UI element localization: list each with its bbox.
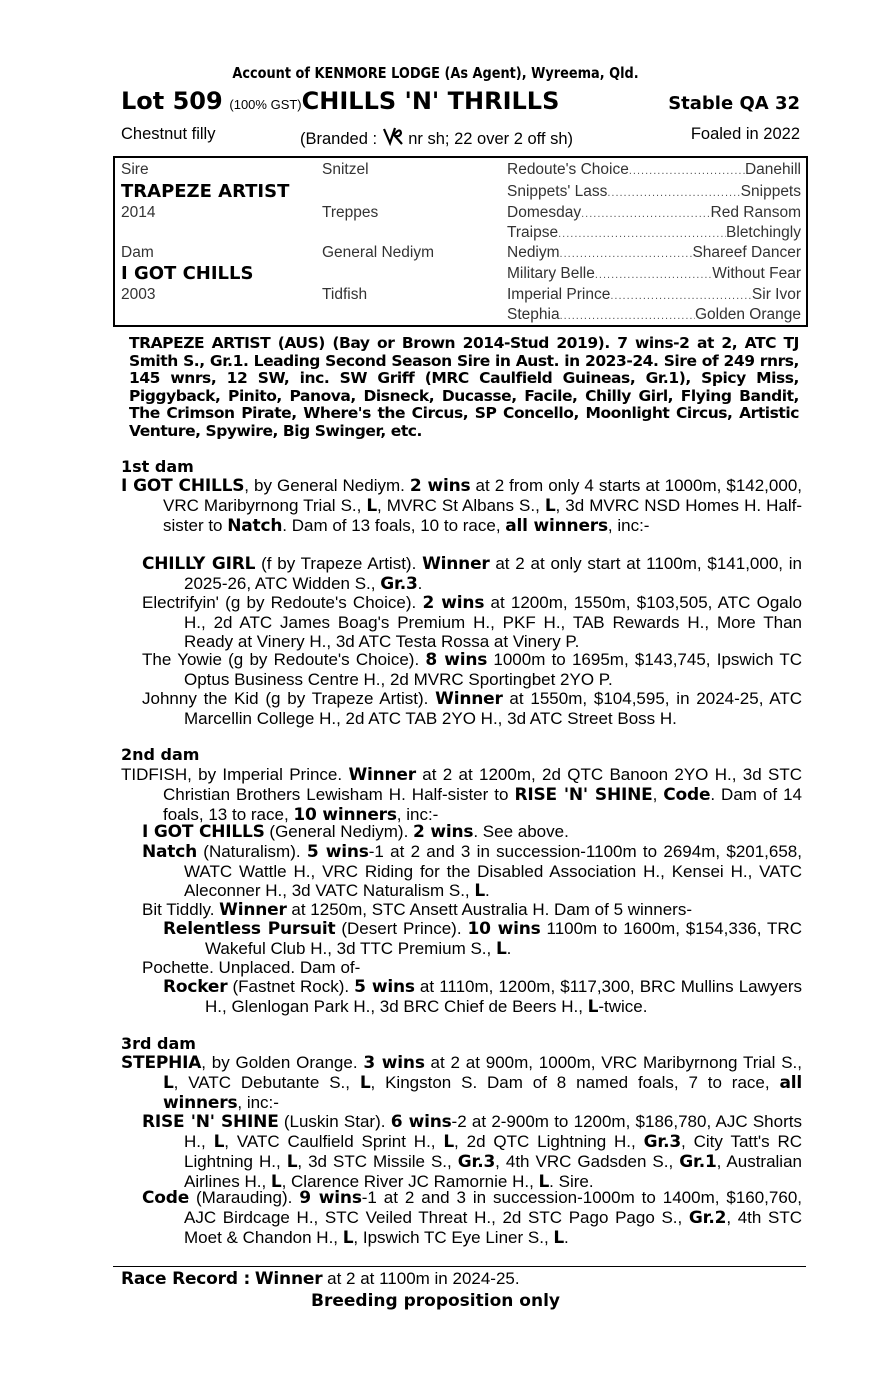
gst-note: (100% GST) [229, 97, 302, 112]
foaled-year: Foaled in 2022 [690, 125, 800, 143]
race-record-detail: at 2 at 1100m in 2024-25. [327, 1269, 520, 1288]
progeny-entry: Relentless Pursuit (Desert Prince). 10 wins 1100m to 1600m, $154,336, TRC Wakeful Club H., 3d TTC Premium S., L. [163, 919, 802, 959]
third-gen-row: Military Belle ..... Without Fear [507, 265, 801, 283]
progeny-entry: Johnny the Kid (g by Trapeze Artist). Winner at 1550m, $104,595, in 2024-25, ATC Marcellin College H., 2d ATC TAB 2YO H., 3d ATC Street Boss H. [142, 689, 802, 728]
sire-sire: Snitzel [322, 161, 369, 178]
third-dam-text: STEPHIA, by Golden Orange. 3 wins at 2 at 900m, 1000m, VRC Maribyrnong Trial S., L, VATC Debutante S., L, Kingston S. Dam of 8 named foals, 7 to race, all winners, inc:- [121, 1053, 802, 1113]
dam-dam: Tidfish [322, 286, 368, 303]
progeny-entry: RISE 'N' SHINE (Luskin Star). 6 wins-2 at 2-900m to 1200m, $186,780, AJC Shorts H., L, VATC Caulfield Sprint H., L, 2d QTC Lightning H., Gr.3, City Tatt's RC Lightning H., L, 3d STC Missile S., Gr.3, 4th VRC Gadsden S., Gr.1, Australian Airlines H., L, Clarence River JC Ramornie H., L. Sire. [142, 1112, 803, 1192]
dam-name: I GOT CHILLS [121, 263, 254, 284]
second-dam-text: TIDFISH, by Imperial Prince. Winner at 2 at 1200m, 2d QTC Banoon 2YO H., 3d STC Christian Brothers Lewisham H. Half-sister to RISE 'N' SHINE, Code. Dam of 14 foals, 13 to race, 10 winners, inc:- [121, 765, 802, 825]
brand-description [300, 125, 573, 152]
progeny-entry: I GOT CHILLS (General Nediym). 2 wins. See above. [142, 822, 569, 842]
dam-sire: General Nediym [322, 244, 434, 261]
first-dam-heading: 1st dam [121, 457, 194, 476]
third-gen-row: Stephia ..... Golden Orange [507, 306, 801, 324]
pedigree-table [113, 156, 808, 327]
brand-detail: nr sh; 22 over 2 off sh) [408, 130, 574, 148]
third-gen-row: Redoute's Choice ..... Danehill [507, 161, 801, 179]
second-dam-heading: 2nd dam [121, 745, 200, 764]
progeny-entry: Pochette. Unplaced. Dam of- [142, 958, 361, 977]
progeny-entry: Bit Tiddly. Winner at 1250m, STC Ansett Australia H. Dam of 5 winners- [142, 900, 692, 920]
brand-label: (Branded : [300, 130, 378, 148]
sire-label: Sire [121, 161, 149, 178]
progeny-entry: Code (Marauding). 9 wins-1 at 2 and 3 in succession-1000m to 1400m, $160,760, AJC Birdcage H., STC Veiled Threat H., 2d STC Pago Pago S., Gr.2, 4th STC Moet & Chandon H., L, Ipswich TC Eye Liner S., L. [142, 1188, 803, 1248]
race-record-label: Race Record : [121, 1269, 251, 1289]
third-gen-row: Domesday ..... Red Ransom [507, 204, 801, 222]
third-dam-heading: 3rd dam [121, 1034, 196, 1053]
third-gen-row: Nediym ..... Shareef Dancer [507, 244, 801, 262]
race-record-winner: Winner [254, 1269, 323, 1289]
breeding-note: Breeding proposition only [311, 1291, 560, 1311]
progeny-entry: Rocker (Fastnet Rock). 5 wins at 1110m, 1200m, $117,300, BRC Mullins Lawyers H., Glenlogan Park H., 3d BRC Chief de Beers H., L-twice. [163, 977, 802, 1017]
progeny-entry: Natch (Naturalism). 5 wins-1 at 2 and 3 in succession-1100m to 2694m, $201,658, WATC Wattle H., VRC Riding for the Disabled Association H., Kensei H., VATC Aleconner H., 3d VATC Naturalism S., L. [142, 842, 802, 901]
progeny-entry: Electrifyin' (g by Redoute's Choice). 2 wins at 1200m, 1550m, $103,505, ATC Ogalo H., 2d ATC James Boag's Premium H., PKF H., TAB Rewards H., More Than Ready at Vinery H., 3d ATC Testa Rossa at Vinery P. [142, 593, 802, 651]
horse-name: CHILLS 'N' THRILLS [301, 87, 560, 115]
dam-year: 2003 [121, 286, 156, 303]
sex-colour: Chestnut filly [121, 125, 216, 143]
divider [113, 1266, 806, 1267]
sire-dam: Treppes [322, 204, 379, 221]
third-gen-row: Imperial Prince ..... Sir Ivor [507, 286, 801, 304]
sire-name: TRAPEZE ARTIST [121, 181, 290, 202]
sire-year: 2014 [121, 204, 156, 221]
first-dam-text: I GOT CHILLS, by General Nediym. 2 wins at 2 from only 4 starts at 1000m, $142,000, VRC Maribyrnong Trial S., L, MVRC St Albans S., L, 3d MVRC NSD Homes H. Half-sister to Natch. Dam of 13 foals, 10 to race, all winners, inc:- [121, 476, 802, 536]
stable-number: Stable QA 32 [668, 93, 800, 114]
lot-number: Lot 509 [121, 87, 223, 115]
progeny-entry: The Yowie (g by Redoute's Choice). 8 wins 1000m to 1695m, $143,745, Ipswich TC Optus Business Centre H., 2d MVRC Sportingbet 2YO P. [142, 650, 802, 689]
race-record [121, 1269, 520, 1289]
progeny-entry: CHILLY GIRL (f by Trapeze Artist). Winner at 2 at only start at 1100m, $141,000, in 2025-26, ATC Widden S., Gr.3. [142, 554, 803, 594]
brand-mark-icon [382, 125, 404, 152]
lot-line [121, 87, 559, 116]
dam-label: Dam [121, 244, 154, 261]
third-gen-row: Traipse ..... Bletchingly [507, 224, 801, 242]
third-gen-row: Snippets' Lass ..... Snippets [507, 183, 801, 201]
sire-summary: TRAPEZE ARTIST (AUS) (Bay or Brown 2014-Stud 2019). 7 wins-2 at 2, ATC TJ Smith S., Gr.1. Leading Second Season Sire in Aust. in 2023-24. Sire of 249 rnrs, 145 wnrs, 12 SW, inc. SW Griff (MRC Caulfield Guineas, Gr.1), Spicy Miss, Piggyback, Pinito, Panova, Disneck, Ducasse, Facile, Chilly Girl, Flying Bandit, The Crimson Pirate, Where's the Circus, SP Concello, Moonlight Circus, Artistic Venture, Spywire, Big Swinger, etc. [129, 334, 799, 440]
vendor-account: Account of KENMORE LODGE (As Agent), Wyreema, Qld. [232, 64, 639, 82]
